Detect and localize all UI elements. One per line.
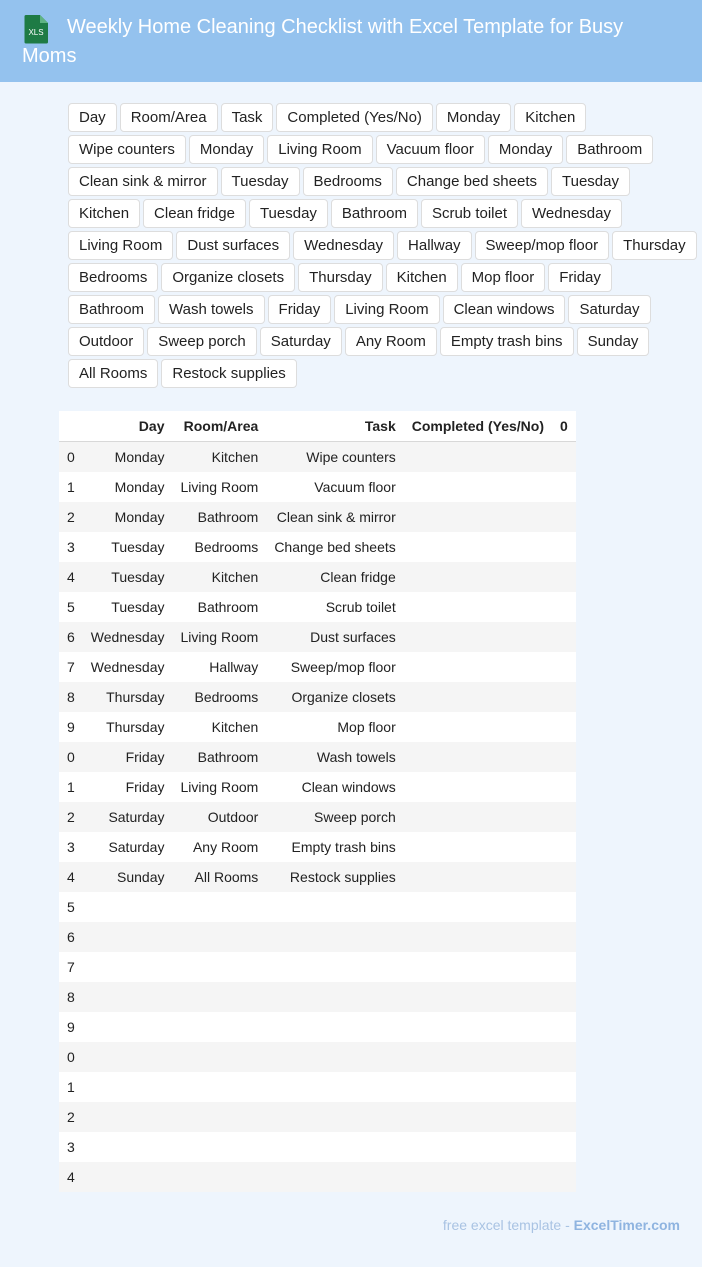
completed-cell[interactable] xyxy=(404,1012,552,1042)
chip[interactable]: Empty trash bins xyxy=(440,327,574,356)
task-cell xyxy=(266,1162,403,1192)
day-cell: Saturday xyxy=(83,832,173,862)
row-index: 2 xyxy=(59,1102,83,1132)
table-row xyxy=(59,742,576,772)
task-cell: Empty trash bins xyxy=(266,832,403,862)
room-cell: Bathroom xyxy=(172,742,266,772)
extra-cell xyxy=(552,952,576,982)
chip[interactable]: Friday xyxy=(548,263,612,292)
task-cell xyxy=(266,892,403,922)
chip[interactable]: Day xyxy=(68,103,117,132)
chip[interactable]: Sweep/mop floor xyxy=(475,231,610,260)
task-cell: Restock supplies xyxy=(266,862,403,892)
table-row xyxy=(59,682,576,712)
row-index: 7 xyxy=(59,952,83,982)
day-cell xyxy=(83,1042,173,1072)
completed-cell[interactable] xyxy=(404,502,552,532)
completed-cell[interactable] xyxy=(404,1072,552,1102)
day-cell xyxy=(83,1012,173,1042)
room-cell xyxy=(172,922,266,952)
chip[interactable]: Saturday xyxy=(260,327,342,356)
extra-cell xyxy=(552,472,576,502)
room-cell: Bathroom xyxy=(172,592,266,622)
day-cell: Friday xyxy=(83,742,173,772)
row-index: 4 xyxy=(59,1162,83,1192)
task-cell xyxy=(266,1042,403,1072)
chip[interactable]: Wednesday xyxy=(293,231,394,260)
extra-cell xyxy=(552,1012,576,1042)
row-index: 1 xyxy=(59,472,83,502)
chip[interactable]: All Rooms xyxy=(68,359,158,388)
row-index: 5 xyxy=(59,592,83,622)
table-row xyxy=(59,1132,576,1162)
completed-cell[interactable] xyxy=(404,892,552,922)
room-cell xyxy=(172,1162,266,1192)
row-index: 0 xyxy=(59,442,83,473)
chip[interactable]: Bathroom xyxy=(566,135,653,164)
chip[interactable]: Outdoor xyxy=(68,327,144,356)
chip[interactable]: Scrub toilet xyxy=(421,199,518,228)
extra-cell xyxy=(552,772,576,802)
room-cell xyxy=(172,892,266,922)
footer-prefix: free excel template - xyxy=(442,1217,570,1233)
checklist-table xyxy=(59,411,576,1192)
chip[interactable]: Thursday xyxy=(612,231,697,260)
extra-cell xyxy=(552,442,576,473)
completed-cell[interactable] xyxy=(404,1102,552,1132)
task-cell: Sweep porch xyxy=(266,802,403,832)
header-task: Task xyxy=(266,411,403,442)
completed-cell[interactable] xyxy=(404,922,552,952)
row-index: 1 xyxy=(59,772,83,802)
extra-cell xyxy=(552,922,576,952)
extra-cell xyxy=(552,562,576,592)
day-cell: Monday xyxy=(83,502,173,532)
chip[interactable]: Kitchen xyxy=(68,199,140,228)
footer-credit xyxy=(443,1217,680,1233)
chip[interactable]: Any Room xyxy=(345,327,437,356)
task-cell xyxy=(266,1012,403,1042)
table-row xyxy=(59,982,576,1012)
extra-cell xyxy=(552,622,576,652)
completed-cell[interactable] xyxy=(404,1162,552,1192)
room-cell xyxy=(172,1102,266,1132)
chip[interactable]: Kitchen xyxy=(386,263,458,292)
chip[interactable]: Wednesday xyxy=(521,199,622,228)
task-cell: Mop floor xyxy=(266,712,403,742)
chip[interactable]: Living Room xyxy=(68,231,173,260)
task-cell: Organize closets xyxy=(266,682,403,712)
table-row xyxy=(59,442,576,473)
completed-cell[interactable] xyxy=(404,802,552,832)
completed-cell[interactable] xyxy=(404,682,552,712)
header-room-area: Room/Area xyxy=(172,411,266,442)
room-cell xyxy=(172,1132,266,1162)
chip[interactable]: Living Room xyxy=(334,295,439,324)
row-index: 3 xyxy=(59,832,83,862)
chip[interactable]: Kitchen xyxy=(514,103,586,132)
completed-cell[interactable] xyxy=(404,742,552,772)
day-cell: Friday xyxy=(83,772,173,802)
chip[interactable]: Change bed sheets xyxy=(396,167,548,196)
day-cell xyxy=(83,922,173,952)
task-cell xyxy=(266,982,403,1012)
room-cell xyxy=(172,1072,266,1102)
header-zero: 0 xyxy=(552,411,576,442)
chip[interactable]: Organize closets xyxy=(161,263,295,292)
day-cell xyxy=(83,1132,173,1162)
day-cell: Tuesday xyxy=(83,562,173,592)
room-cell xyxy=(172,982,266,1012)
row-index: 0 xyxy=(59,742,83,772)
task-cell: Vacuum floor xyxy=(266,472,403,502)
day-cell xyxy=(83,892,173,922)
task-cell: Clean sink & mirror xyxy=(266,502,403,532)
room-cell: Living Room xyxy=(172,622,266,652)
extra-cell xyxy=(552,1072,576,1102)
task-cell: Clean fridge xyxy=(266,562,403,592)
room-cell: Kitchen xyxy=(172,712,266,742)
room-cell: Hallway xyxy=(172,652,266,682)
task-cell xyxy=(266,922,403,952)
day-cell: Thursday xyxy=(83,712,173,742)
chip[interactable]: Sunday xyxy=(577,327,650,356)
task-cell: Scrub toilet xyxy=(266,592,403,622)
chip[interactable]: Dust surfaces xyxy=(176,231,290,260)
chip[interactable]: Clean fridge xyxy=(143,199,246,228)
day-cell xyxy=(83,1072,173,1102)
table-row xyxy=(59,1162,576,1192)
extra-cell xyxy=(552,1132,576,1162)
row-index: 2 xyxy=(59,802,83,832)
chip[interactable]: Sweep porch xyxy=(147,327,257,356)
table-row xyxy=(59,862,576,892)
day-cell: Wednesday xyxy=(83,622,173,652)
extra-cell xyxy=(552,532,576,562)
extra-cell xyxy=(552,712,576,742)
row-index: 6 xyxy=(59,922,83,952)
chip[interactable]: Mop floor xyxy=(461,263,546,292)
footer-brand-link[interactable]: ExcelTimer.com xyxy=(573,1217,680,1233)
room-cell: All Rooms xyxy=(172,862,266,892)
table-row xyxy=(59,892,576,922)
day-cell: Monday xyxy=(83,472,173,502)
chip[interactable]: Bathroom xyxy=(331,199,418,228)
chip[interactable]: Monday xyxy=(436,103,511,132)
table-row xyxy=(59,1012,576,1042)
completed-cell[interactable] xyxy=(404,472,552,502)
completed-cell[interactable] xyxy=(404,832,552,862)
row-index: 0 xyxy=(59,1042,83,1072)
table-row xyxy=(59,1042,576,1072)
chip[interactable]: Thursday xyxy=(298,263,383,292)
chip[interactable]: Tuesday xyxy=(551,167,630,196)
room-cell xyxy=(172,1012,266,1042)
extra-cell xyxy=(552,592,576,622)
task-cell xyxy=(266,1132,403,1162)
svg-text:XLS: XLS xyxy=(28,28,44,37)
row-index: 2 xyxy=(59,502,83,532)
row-index: 9 xyxy=(59,712,83,742)
chip[interactable]: Friday xyxy=(268,295,332,324)
chip[interactable]: Monday xyxy=(488,135,563,164)
extra-cell xyxy=(552,1042,576,1072)
room-cell: Bedrooms xyxy=(172,532,266,562)
row-index: 5 xyxy=(59,892,83,922)
row-index: 3 xyxy=(59,1132,83,1162)
room-cell: Living Room xyxy=(172,472,266,502)
task-cell: Wash towels xyxy=(266,742,403,772)
extra-cell xyxy=(552,742,576,772)
table-row xyxy=(59,772,576,802)
day-cell: Sunday xyxy=(83,862,173,892)
completed-cell[interactable] xyxy=(404,1042,552,1072)
table-row xyxy=(59,592,576,622)
room-cell: Kitchen xyxy=(172,442,266,473)
table-body xyxy=(59,442,576,1193)
chip[interactable]: Task xyxy=(221,103,274,132)
row-index: 4 xyxy=(59,562,83,592)
completed-cell[interactable] xyxy=(404,562,552,592)
row-index: 1 xyxy=(59,1072,83,1102)
task-cell xyxy=(266,1102,403,1132)
table-row xyxy=(59,562,576,592)
extra-cell xyxy=(552,802,576,832)
table-row xyxy=(59,952,576,982)
day-cell: Wednesday xyxy=(83,652,173,682)
row-index: 6 xyxy=(59,622,83,652)
extra-cell xyxy=(552,652,576,682)
day-cell xyxy=(83,982,173,1012)
completed-cell[interactable] xyxy=(404,532,552,562)
chip[interactable]: Hallway xyxy=(397,231,472,260)
room-cell: Bedrooms xyxy=(172,682,266,712)
data-table-container xyxy=(67,411,568,1192)
completed-cell[interactable] xyxy=(404,982,552,1012)
completed-cell[interactable] xyxy=(404,1132,552,1162)
extra-cell xyxy=(552,502,576,532)
day-cell: Tuesday xyxy=(83,592,173,622)
page-title: Weekly Home Cleaning Checklist with Excel Template for Busy Moms xyxy=(22,16,624,67)
task-cell xyxy=(266,1072,403,1102)
room-cell xyxy=(172,952,266,982)
table-row xyxy=(59,802,576,832)
completed-cell[interactable] xyxy=(404,862,552,892)
room-cell xyxy=(172,1042,266,1072)
table-row xyxy=(59,832,576,862)
chip[interactable]: Clean sink & mirror xyxy=(68,167,218,196)
column-chip-list xyxy=(68,103,698,388)
chip[interactable]: Wipe counters xyxy=(68,135,186,164)
row-index: 4 xyxy=(59,862,83,892)
table-row xyxy=(59,532,576,562)
row-index: 9 xyxy=(59,1012,83,1042)
task-cell: Sweep/mop floor xyxy=(266,652,403,682)
table-row xyxy=(59,712,576,742)
row-index: 8 xyxy=(59,682,83,712)
header-index xyxy=(59,411,83,442)
chip[interactable]: Tuesday xyxy=(221,167,300,196)
room-cell: Kitchen xyxy=(172,562,266,592)
chip[interactable]: Tuesday xyxy=(249,199,328,228)
chip[interactable]: Room/Area xyxy=(120,103,218,132)
task-cell: Dust surfaces xyxy=(266,622,403,652)
chip[interactable]: Bedrooms xyxy=(68,263,158,292)
chip[interactable]: Bathroom xyxy=(68,295,155,324)
chip[interactable]: Completed (Yes/No) xyxy=(276,103,433,132)
row-index: 7 xyxy=(59,652,83,682)
header-completed: Completed (Yes/No) xyxy=(404,411,552,442)
extra-cell xyxy=(552,1162,576,1192)
day-cell xyxy=(83,952,173,982)
completed-cell[interactable] xyxy=(404,712,552,742)
chip[interactable]: Restock supplies xyxy=(161,359,296,388)
table-header-row xyxy=(59,411,576,442)
chip[interactable]: Clean windows xyxy=(443,295,566,324)
chip[interactable]: Monday xyxy=(189,135,264,164)
room-cell: Outdoor xyxy=(172,802,266,832)
header-day: Day xyxy=(83,411,173,442)
table-row xyxy=(59,922,576,952)
extra-cell xyxy=(552,892,576,922)
day-cell xyxy=(83,1162,173,1192)
extra-cell xyxy=(552,1102,576,1132)
extra-cell xyxy=(552,862,576,892)
table-row xyxy=(59,1102,576,1132)
table-row xyxy=(59,472,576,502)
completed-cell[interactable] xyxy=(404,652,552,682)
chip[interactable]: Vacuum floor xyxy=(376,135,485,164)
extra-cell xyxy=(552,982,576,1012)
table-row xyxy=(59,1072,576,1102)
chip[interactable]: Living Room xyxy=(267,135,372,164)
day-cell: Saturday xyxy=(83,802,173,832)
room-cell: Any Room xyxy=(172,832,266,862)
task-cell: Wipe counters xyxy=(266,442,403,473)
extra-cell xyxy=(552,682,576,712)
completed-cell[interactable] xyxy=(404,442,552,473)
table-row xyxy=(59,622,576,652)
room-cell: Living Room xyxy=(172,772,266,802)
day-cell xyxy=(83,1102,173,1132)
table-row xyxy=(59,652,576,682)
chip[interactable]: Bedrooms xyxy=(303,167,393,196)
chip[interactable]: Wash towels xyxy=(158,295,264,324)
task-cell: Clean windows xyxy=(266,772,403,802)
extra-cell xyxy=(552,832,576,862)
task-cell: Change bed sheets xyxy=(266,532,403,562)
row-index: 3 xyxy=(59,532,83,562)
completed-cell[interactable] xyxy=(404,622,552,652)
completed-cell[interactable] xyxy=(404,952,552,982)
day-cell: Thursday xyxy=(83,682,173,712)
completed-cell[interactable] xyxy=(404,772,552,802)
completed-cell[interactable] xyxy=(404,592,552,622)
day-cell: Tuesday xyxy=(83,532,173,562)
task-cell xyxy=(266,952,403,982)
table-row xyxy=(59,502,576,532)
day-cell: Monday xyxy=(83,442,173,473)
chip[interactable]: Saturday xyxy=(568,295,650,324)
row-index: 8 xyxy=(59,982,83,1012)
page-header xyxy=(0,0,702,82)
room-cell: Bathroom xyxy=(172,502,266,532)
